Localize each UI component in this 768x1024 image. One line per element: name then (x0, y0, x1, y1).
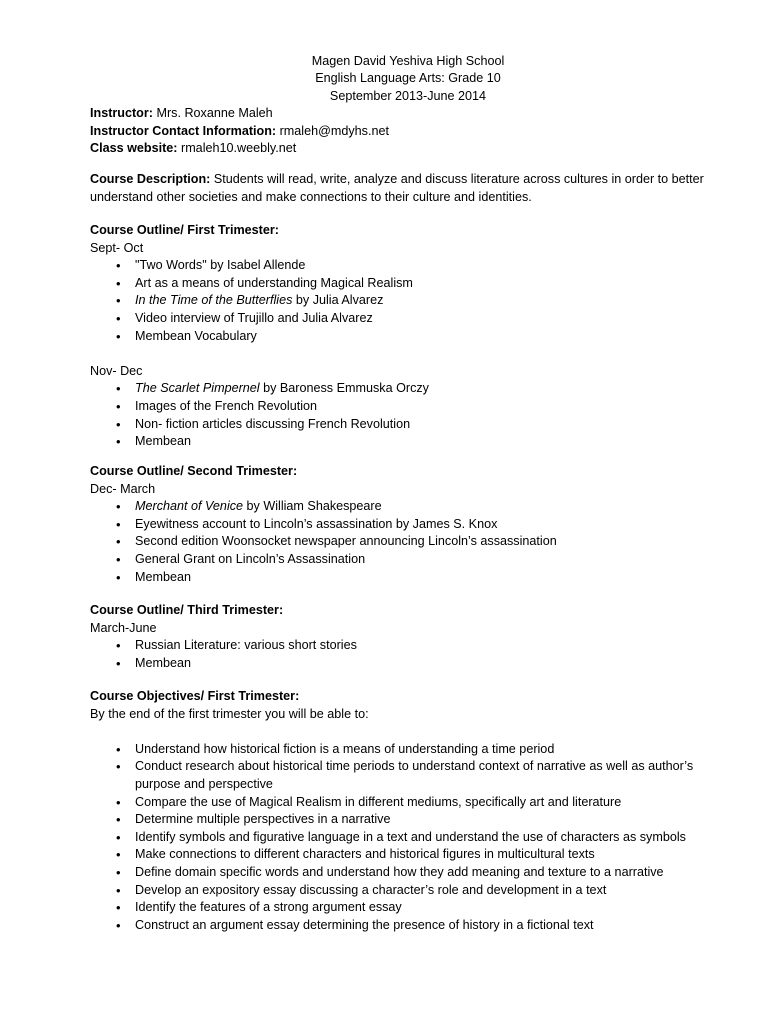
objective-item: • Conduct research about historical time periods to understand context of narrative as well as author’s purpose and perspective (90, 758, 720, 793)
section-title: Course Outline/ First Trimester: (90, 223, 279, 237)
book-title: In the Time of the Butterflies (135, 293, 293, 308)
outline-list (90, 257, 720, 345)
objective-item: • Understand how historical fiction is a means of understanding a time period (90, 741, 720, 759)
instructor-name: Mrs. Roxanne Maleh (152, 106, 273, 120)
outline-list (90, 498, 720, 586)
objective-item: • Determine multiple perspectives in a narrative (90, 811, 720, 829)
book-title: Merchant of Venice (135, 499, 244, 514)
outline-second-trimester (90, 463, 720, 586)
section-title: Course Outline/ Second Trimester: (90, 464, 298, 478)
section-title: Course Outline/ Third Trimester: (90, 603, 284, 617)
list-item: • The Scarlet Pimpernel by Baroness Emmuska Orczy (90, 380, 720, 398)
list-item: • Images of the French Revolution (90, 398, 720, 416)
list-item: • Non- fiction articles discussing French Revolution (90, 416, 720, 434)
course-description (90, 171, 720, 206)
contact-line (90, 123, 720, 141)
list-item: • Second edition Woonsocket newspaper announcing Lincoln’s assassination (90, 533, 720, 551)
list-item: • Merchant of Venice by William Shakespeare (90, 498, 720, 516)
outline-list (90, 637, 720, 672)
objective-item: • Make connections to different characters and historical figures in multicultural texts (90, 846, 720, 864)
contact-email: rmaleh@mdyhs.net (276, 123, 389, 138)
period-label: March-June (90, 620, 157, 635)
instructor-line (90, 105, 720, 123)
description-label: Course Description: (90, 172, 211, 186)
objective-item: • Develop an expository essay discussing a character’s role and development in a text (90, 882, 720, 900)
list-item: • In the Time of the Butterflies by Julia Alvarez (90, 292, 720, 310)
website-url: rmaleh10.weebly.net (177, 141, 297, 156)
period-label: Nov- Dec (90, 363, 143, 378)
course-objectives (90, 688, 720, 934)
objectives-list (90, 741, 720, 935)
list-item: • Video interview of Trujillo and Julia Alvarez (90, 310, 720, 328)
objectives-intro: By the end of the first trimester you will be able to: (90, 706, 369, 721)
objective-item: • Construct an argument essay determining the presence of history in a fictional text (90, 917, 720, 935)
term-dates: September 2013-June 2014 (329, 88, 487, 103)
section-title: Course Objectives/ First Trimester: (90, 689, 300, 703)
period-label: Sept- Oct (90, 240, 144, 255)
course-name: English Language Arts: Grade 10 (315, 71, 501, 86)
objective-item: • Define domain specific words and understand how they add meaning and texture to a narrative (90, 864, 720, 882)
period-label: Dec- March (90, 481, 156, 496)
list-item: • Membean Vocabulary (90, 328, 720, 346)
objective-item: • Compare the use of Magical Realism in different mediums, specifically art and literature (90, 794, 720, 812)
list-item: • Membean (90, 655, 720, 673)
outline-third-trimester (90, 602, 720, 672)
list-item: • Russian Literature: various short stories (90, 637, 720, 655)
document-header (0, 53, 768, 105)
outline-list (90, 380, 720, 450)
objective-item: • Identify symbols and figurative language in a text and understand the use of characters as symbols (90, 829, 720, 847)
book-title: The Scarlet Pimpernel (135, 381, 260, 396)
instructor-label: Instructor: (90, 106, 153, 120)
list-item: • Art as a means of understanding Magical Realism (90, 275, 720, 293)
objective-item: • Identify the features of a strong argument essay (90, 899, 720, 917)
contact-label: Instructor Contact Information: (90, 123, 277, 138)
school-name: Magen David Yeshiva High School (311, 54, 505, 68)
website-label: Class website: (90, 141, 178, 156)
instructor-info (90, 105, 720, 158)
outline-first-trimester (90, 222, 720, 451)
list-item: • Membean (90, 433, 720, 451)
list-item: • "Two Words" by Isabel Allende (90, 257, 720, 275)
website-line (90, 140, 720, 158)
list-item: • General Grant on Lincoln’s Assassination (90, 551, 720, 569)
list-item: • Eyewitness account to Lincoln’s assassination by James S. Knox (90, 516, 720, 534)
description-text: Students will read, write, analyze and discuss literature across cultures in order to better understand other societies and make connections to their culture and identities. (90, 172, 704, 204)
list-item: • Membean (90, 569, 720, 587)
